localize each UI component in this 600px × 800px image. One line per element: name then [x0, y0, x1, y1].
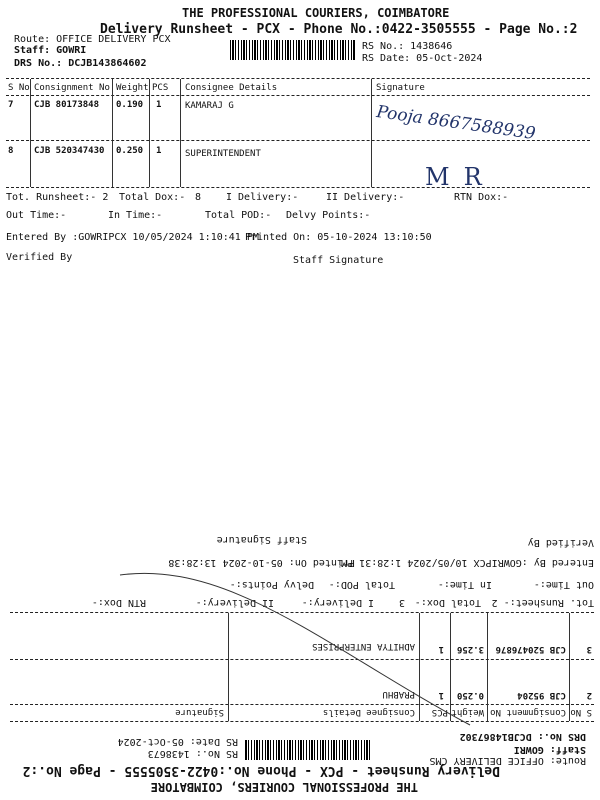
- staff-signature: Staff Signature: [216, 534, 307, 545]
- i-delivery: I Delivery:-: [226, 192, 299, 203]
- rs-number: RS No.: 1438646: [362, 41, 453, 52]
- ii-delivery: II Delivery:-: [326, 192, 405, 203]
- runsheet-title: Delivery Runsheet - PCX - Phone No.:0422-3505555 - Page No.:2: [22, 763, 500, 778]
- verified-by: Verified By: [527, 537, 594, 548]
- total-pod: Total POD:-: [328, 579, 395, 590]
- tot-runsheet: Tot. Runsheet:- 2: [491, 597, 594, 608]
- total-dox-label: Total Dox:-: [414, 597, 481, 608]
- entered-by: Entered By :GOWRIPCX 10/05/2024 1:28:31 PM: [341, 557, 594, 568]
- ii-delivery: II Delivery:-: [195, 597, 274, 608]
- header-consignment: Consignment No: [490, 707, 566, 717]
- header-consignee: Consignee Details: [322, 707, 415, 717]
- header-pcs: PCS: [152, 83, 169, 93]
- in-time: In Time:-: [108, 210, 163, 221]
- handwritten-signature: Pooja 8667588939: [375, 102, 537, 145]
- header-pcs: PCS: [431, 707, 448, 717]
- header-signature: Signature: [376, 83, 425, 93]
- total-pod: Total POD:-: [205, 210, 272, 221]
- delvy-points: Delvy Points:-: [229, 579, 314, 590]
- header-sno: S No: [8, 83, 30, 93]
- company-name: THE PROFESSIONAL COURIERS, COIMBATORE: [150, 780, 418, 794]
- out-time: Out Time:-: [533, 579, 594, 590]
- entered-by: Entered By :GOWRIPCX 10/05/2024 1:10:41 PM: [6, 232, 259, 243]
- in-time: In Time:-: [437, 579, 492, 590]
- drs-row: DRS No.: DCJB143864602: [14, 58, 147, 69]
- out-time: Out Time:-: [6, 210, 67, 221]
- delvy-points: Delvy Points:-: [286, 210, 371, 221]
- route: Route: OFFICE DELIVERY PCX: [14, 34, 171, 45]
- tot-runsheet: Tot. Runsheet:- 2: [6, 192, 109, 203]
- drs-row: DRS No.: DCJB14867302: [459, 731, 586, 742]
- header-signature: Signature: [175, 707, 224, 717]
- header-weight: Weight: [451, 707, 484, 717]
- rtn-dox: RTN Dox:-: [91, 597, 146, 608]
- route: Route: OFFICE DELIVERY CMS: [429, 755, 586, 766]
- header-consignee: Consignee Details: [185, 83, 278, 93]
- rs-date: RS Date: 05-Oct-2024: [117, 736, 238, 747]
- rs-date: RS Date: 05-Oct-2024: [362, 53, 483, 64]
- company-name: THE PROFESSIONAL COURIERS, COIMBATORE: [182, 6, 450, 20]
- staff-row: Staff: GOWRI: [14, 45, 87, 56]
- total-dox-value: 3: [398, 597, 405, 608]
- i-delivery: I Delivery:-: [301, 597, 374, 608]
- header-weight: Weight: [116, 83, 149, 93]
- runsheet-title: Delivery Runsheet - PCX - Phone No.:0422-3505555 - Page No.:2: [100, 22, 578, 37]
- staff-row: Staff: GOWRI: [513, 744, 586, 755]
- total-dox-label: Total Dox:-: [119, 192, 186, 203]
- printed-on: Printed On: 05-10-2024 13:10:50: [245, 232, 432, 243]
- runsheet-top: THE PROFESSIONAL COURIERS, COIMBATORE Delivery Runsheet - PCX - Phone No.:0422-3505555 - Page No.:2 Route: OFFICE DELIVERY PCX Staff: GOWRI DRS No.: DCJB143864602 RS No.: 1438646 RS Date: 05-Oct-2024 S No Consignment No Weight PCS Consignee Details Signature 7 CJB 80173848 0.190 1 KAMARAJ G 8 CJB 520347430 0.250 1 SUPERINTENDENT Pooja 8667588939 MR Tot. Runsheet:- 2 Total Dox:- 8 I Delivery:- II Delivery:- RTN Dox:- Out Time:- In Time:- Total POD:- Delvy Points:- Entered By :GOWRIPCX 10/05/2024 1:10:41 PM Printed On: 05-10-2024 13:10:50 Verified By Staff Signature: [0, 0, 600, 400]
- rs-number: RS No.: 1438673: [147, 748, 238, 759]
- total-dox-value: 8: [195, 192, 202, 203]
- staff-signature: Staff Signature: [293, 255, 384, 266]
- printed-on: Printed On: 05-10-2024 13:28:38: [168, 557, 355, 568]
- header-consignment: Consignment No: [34, 83, 110, 93]
- handwritten-initials: MR: [425, 163, 496, 191]
- runsheet-bottom-rotated: THE PROFESSIONAL COURIERS, COIMBATORE Delivery Runsheet - PCX - Phone No.:0422-3505555 - Page No.:2 Route: OFFICE DELIVERY CMS Staff: GOWRI DRS No.: DCJB14867302 RS No.: 1438673 RS Date: 05-Oct-2024 S No Consignment No Weight PCS Consignee Details Signature 2 CJB 95204 0.250 1 PRABHU 3 CJB 520476876 3.256 1 ADHITYA ENTERPRISES Tot. Runsheet:- 2 Total Dox:- 3 I Delivery:- II Delivery:- RTN Dox:- Out Time:- In Time:- Total POD:- Delvy Points:- Entered By :GOWRIPCX 10/05/2024 1:28:31 PM Printed On: 05-10-2024 13:28:38 Verified By Staff Signature: [0, 400, 600, 800]
- verified-by: Verified By: [6, 252, 73, 263]
- rtn-dox: RTN Dox:-: [454, 192, 509, 203]
- header-sno: S No: [570, 707, 592, 717]
